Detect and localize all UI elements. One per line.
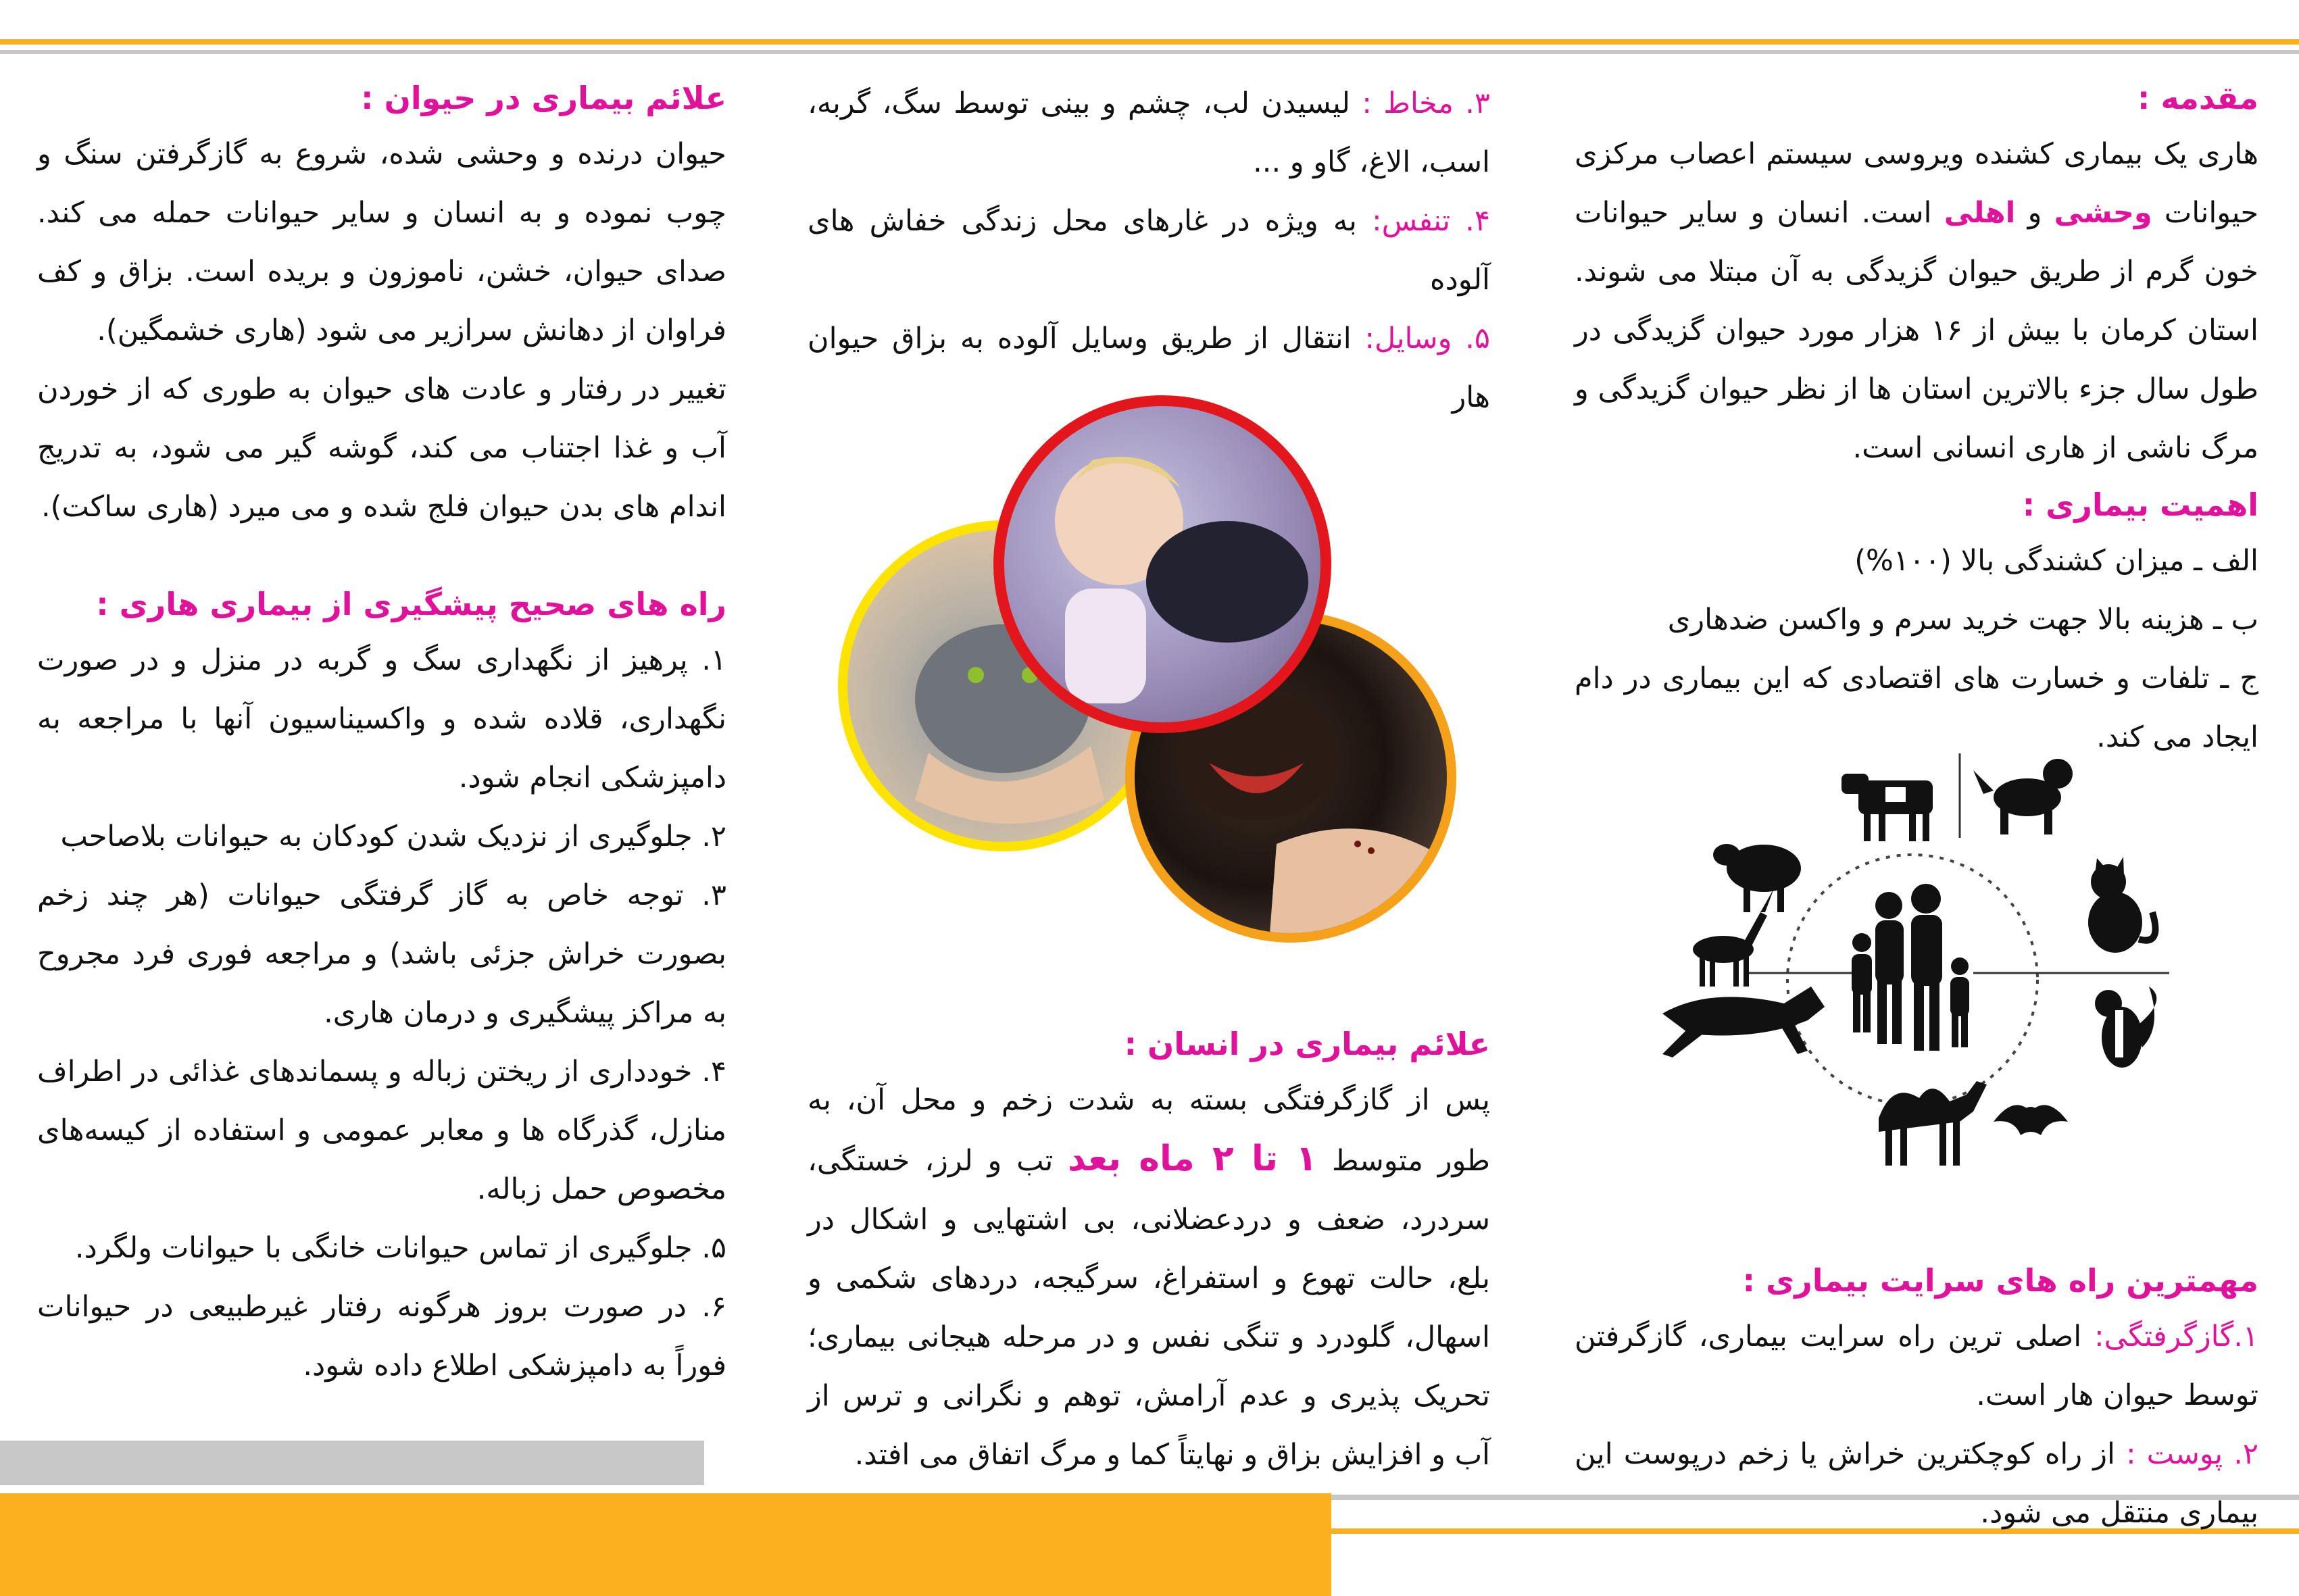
wolf-icon <box>1662 987 1825 1057</box>
animal-symptoms-title: علائم بیماری در حیوان : <box>361 80 726 116</box>
routes-section <box>1575 1253 2258 1543</box>
importance-a: الف ـ میزان کشندگی بالا (۱۰۰%) <box>1854 544 2258 578</box>
camel-icon <box>1879 1081 1987 1166</box>
intro-paragraph: هاری یک بیماری کشنده ویروسی سیستم اعصاب مرکزی حیوانات وحشی و اهلی است. انسان و سایر حیوانات خون گرم از طریق حیوان گزیدگی به آن مبتلا می شوند. استان کرمان با بیش از ۱۶ هزار مورد حیوان گزیدگی در طول سال جزء بالاترین استان ها از نظر حیوان گزیدگی و مرگ ناشی از هاری انسانی است. <box>1575 137 2259 465</box>
intro-title: مقدمه : <box>2137 80 2258 116</box>
route-4: ۴. تنفس: به ویژه در غارهای محل زندگی خفاش های آلوده <box>808 204 1491 297</box>
highlight-duration: ۱ تا ۲ ماه بعد <box>1068 1139 1318 1179</box>
route-3: ۳. مخاط : لیسیدن لب، چشم و بینی توسط سگ، گربه، اسب، الاغ، گاو و ... <box>808 86 1491 179</box>
skunk-icon <box>2095 987 2156 1068</box>
human-symptoms <box>808 1017 1490 1485</box>
bat-icon <box>1994 1105 2068 1135</box>
route-1: ۱.گازگرفتگی: اصلی ترین راه سرایت بیماری، گازگرفتن توسط حیوان هار است. <box>1575 1320 2258 1412</box>
animal-symptoms-1: حیوان درنده و وحشی شده، شروع به گازگرفتن سنگ و چوب نموده و به انسان و سایر حیوانات حمله می کند. صدای حیوان، خشن، ناموزون و بریده است. بزاق و کف فراوان از دهانش سرازیر می شود (هاری خشمگین). <box>37 137 726 347</box>
highlight-domestic: اهلی <box>1944 196 2016 230</box>
bottom-orange-block <box>0 1493 1331 1596</box>
deer-icon <box>1693 889 1774 987</box>
importance-c: ج ـ تلفات و خسارت های اقتصادی که این بیماری در دام ایجاد می کند. <box>1575 662 2258 754</box>
routes-title: مهمترین راه های سرایت بیماری : <box>1742 1262 2258 1299</box>
route-2: ۲. پوست : از راه کوچکترین خراش یا زخم درپوست این بیماری منتقل می شود. <box>1575 1437 2258 1530</box>
prevention-5: ۵. جلوگیری از تماس حیوانات خانگی با حیوانات ولگرد. <box>74 1231 726 1265</box>
prevention-3: ۳. توجه خاص به گاز گرفتگی حیوانات (هر چند زخم بصورت خراش جزئی باشد) و مراجعه فوری فرد مجروح به مراکز پیشگیری و درمان هاری. <box>37 878 726 1030</box>
dog-icon <box>1973 759 2073 834</box>
cow-icon <box>1841 774 1933 841</box>
highlight-wild: وحشی <box>2054 196 2152 230</box>
family-icon <box>1852 884 1969 1051</box>
right-column <box>1575 71 2258 767</box>
prevention-1: ۱. پرهیز از نگهداری سگ و گربه در منزل و در صورت نگهداری، قلاده شده و واکسیناسیون آنها با مراجعه به دامپزشکی انجام شود. <box>37 643 726 795</box>
animal-symptoms-2: تغییر در رفتار و عادت های حیوان به طوری که از خوردن آب و غذا اجتناب می کند، گوشه گیر می شود، به تدریج اندام های بدن حیوان فلج شده و می میرد (هاری ساکت). <box>37 372 726 524</box>
bottom-gray-block <box>0 1441 704 1485</box>
left-column <box>37 71 726 1395</box>
prevention-4: ۴. خودداری از ریختن زباله و پسماندهای غذائی در اطراف منازل، گذرگاه ها و معابر عمومی و استفاده از کیسه‌های مخصوص حمل زباله. <box>37 1055 726 1206</box>
sheep-icon <box>1713 844 1801 912</box>
top-stripe-orange <box>0 39 2299 45</box>
top-stripe-gray <box>0 50 2299 54</box>
animals-diagram <box>1649 743 2190 1182</box>
middle-top <box>808 74 1490 427</box>
human-symptoms-title: علائم بیماری در انسان : <box>1124 1026 1490 1062</box>
prevention-title: راه های صحیح پیشگیری از بیماری هاری : <box>96 586 726 622</box>
route-5: ۵. وسایل: انتقال از طریق وسایل آلوده به بزاق حیوان هار <box>808 322 1491 414</box>
prevention-2: ۲. جلوگیری از نزدیک شدن کودکان به حیوانات بلاصاحب <box>60 820 726 853</box>
cat-icon <box>2088 857 2156 953</box>
importance-b: ب ـ هزینه بالا جهت خرید سرم و واکسن ضدهاری <box>1667 603 2258 637</box>
prevention-6: ۶. در صورت بروز هرگونه رفتار غیرطبیعی در حیوانات فوراً به دامپزشکی اطلاع داده شود. <box>37 1290 726 1382</box>
importance-title: اهمیت بیماری : <box>2022 487 2258 523</box>
human-symptoms-text: پس از گازگرفتگی بسته به شدت زخم و محل آن، به طور متوسط ۱ تا ۲ ماه بعد تب و لرز، خستگی، سردرد، ضعف و دردعضلانی، بی اشتهایی و اشکال در بلع، حالت تهوع و استفراغ، سرگیجه، دردهای شکمی و اسهال، گلودرد و تنگی نفس و در مرحله هیجانی بیماری؛ تحریک پذیری و عدم آرامش، توهم و نگرانی و ترس از آب و افزایش بزاق و نهایتاً کما و مرگ اتفاق می افتد. <box>808 1083 1490 1472</box>
child-dog-photo <box>993 395 1331 733</box>
